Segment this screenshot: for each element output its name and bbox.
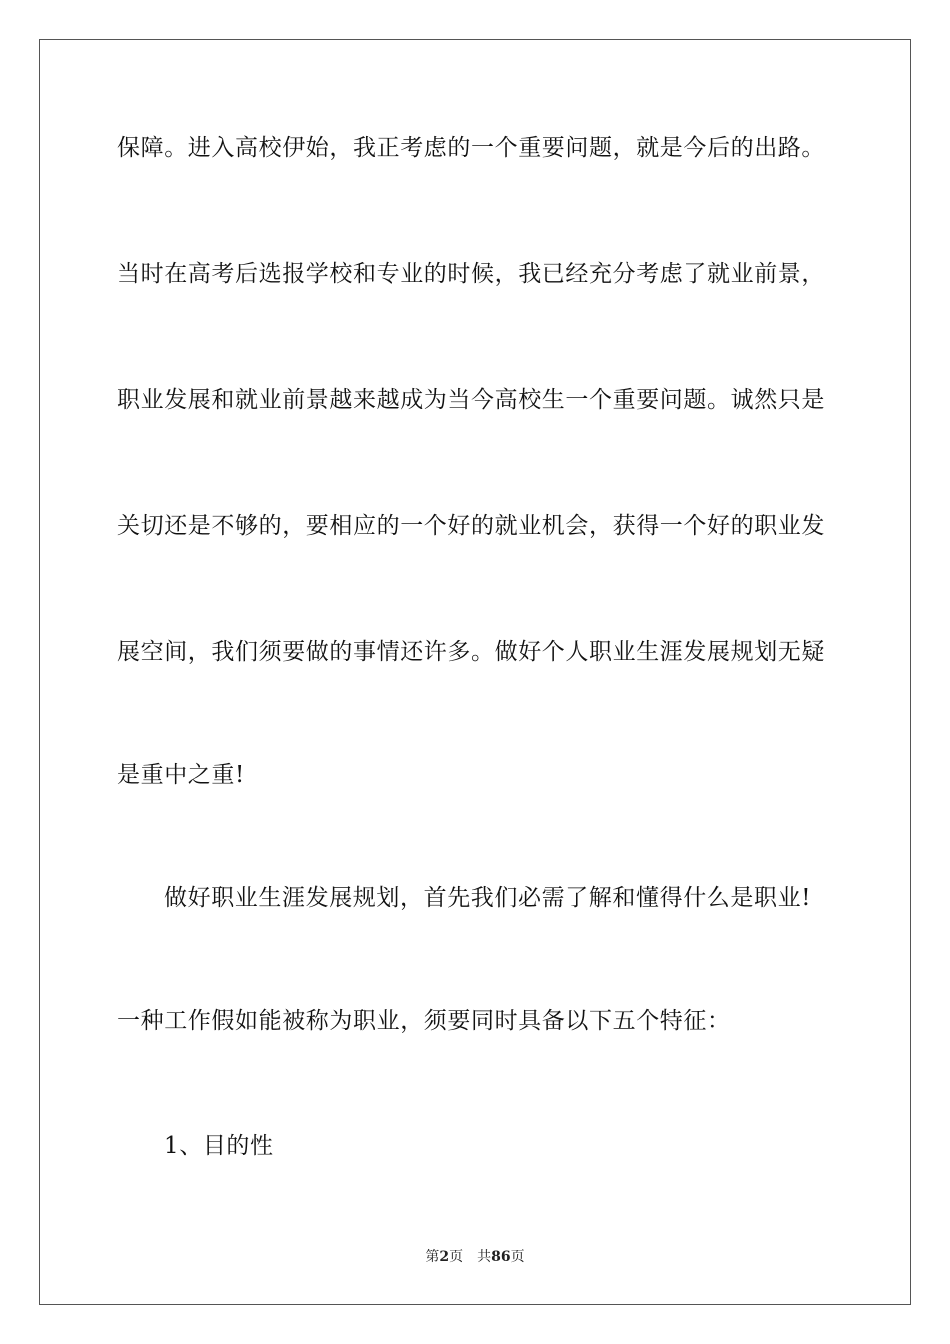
page-border xyxy=(39,39,911,1305)
text-line: 一种工作假如能被称为职业，须要同时具备以下五个特征： xyxy=(117,1008,731,1034)
text-line: 是重中之重! xyxy=(117,762,245,788)
text-line: 展空间，我们须要做的事情还许多。做好个人职业生涯发展规划无疑 xyxy=(117,639,825,665)
footer-page-number: 2 xyxy=(439,1249,450,1265)
text-line: 职业发展和就业前景越来越成为当今高校生一个重要问题。诚然只是 xyxy=(117,387,825,413)
footer-total-prefix: 共 xyxy=(477,1249,492,1265)
footer-total-suffix: 页 xyxy=(510,1249,525,1265)
footer-total-pages: 86 xyxy=(491,1249,511,1265)
page-footer xyxy=(0,1246,950,1266)
list-item-heading: 1、目的性 xyxy=(164,1133,274,1159)
text-line: 保障。进入高校伊始，我正考虑的一个重要问题，就是今后的出路。 xyxy=(117,135,825,161)
paragraph-indented-line: 做好职业生涯发展规划，首先我们必需了解和懂得什么是职业! xyxy=(164,885,812,911)
footer-page-prefix: 第 xyxy=(425,1249,440,1265)
text-line: 关切还是不够的，要相应的一个好的就业机会，获得一个好的职业发 xyxy=(117,513,825,539)
text-line: 当时在高考后选报学校和专业的时候，我已经充分考虑了就业前景， xyxy=(117,261,825,287)
footer-page-suffix: 页 xyxy=(449,1249,464,1265)
